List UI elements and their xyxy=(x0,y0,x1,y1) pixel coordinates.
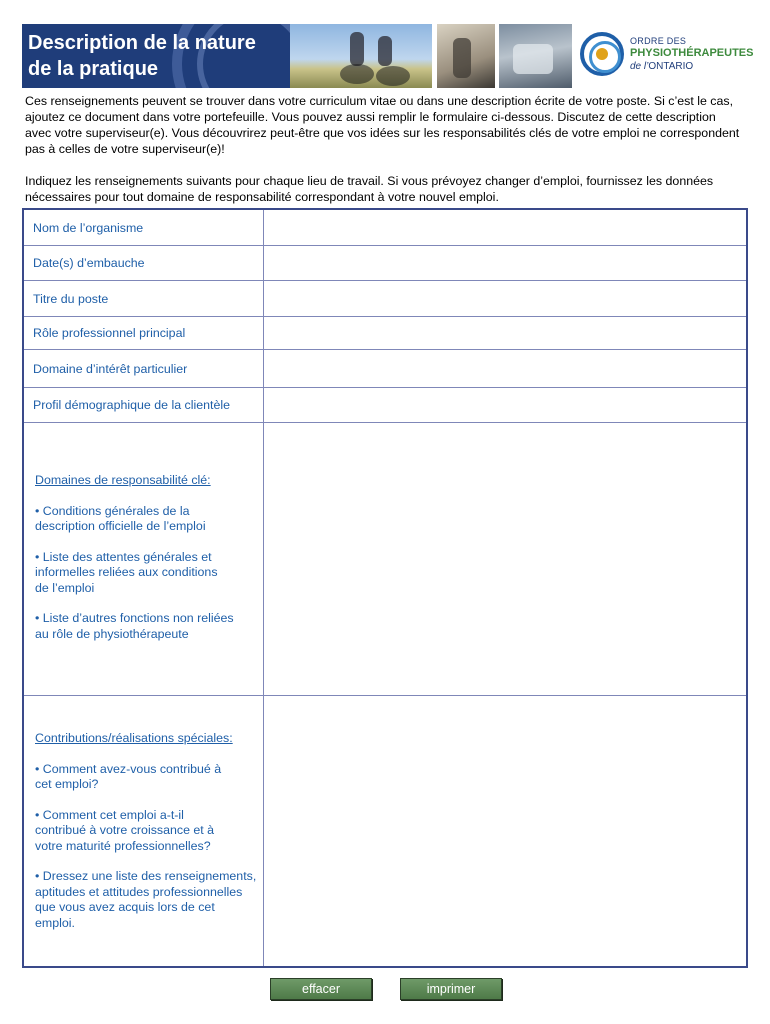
responsibilities-heading: Domaines de responsabilité clé: xyxy=(35,473,211,487)
responsibilities-field[interactable] xyxy=(265,423,746,695)
form-row-interest-area xyxy=(24,350,746,388)
clear-button[interactable]: effacer xyxy=(270,978,372,1000)
print-button[interactable]: imprimer xyxy=(400,978,502,1000)
form-row-responsibilities xyxy=(24,423,746,696)
organization-logo xyxy=(578,30,758,82)
form-row-contributions xyxy=(24,696,746,966)
client-profile-field[interactable] xyxy=(265,388,746,422)
logo-text-line2: PHYSIOTHÉRAPEUTES xyxy=(630,47,754,59)
logo-text-line3 xyxy=(630,61,693,72)
contributions-heading: Contributions/réalisations spéciales: xyxy=(35,731,233,745)
responsibilities-bullet: • Conditions générales de la description officielle de l’emploi xyxy=(35,503,206,533)
logo-text-prefix: de l’ xyxy=(630,61,649,72)
organization-field[interactable] xyxy=(265,210,746,245)
page-header xyxy=(0,0,770,92)
page-title-line1: Description de la nature xyxy=(28,32,256,54)
main-role-field[interactable] xyxy=(265,317,746,349)
main-role-label: Rôle professionnel principal xyxy=(24,317,264,349)
job-title-field[interactable] xyxy=(265,281,746,316)
hire-dates-field[interactable] xyxy=(265,246,746,280)
intro-paragraph-2: Indiquez les renseignements suivants pour chaque lieu de travail. Si vous prévoyez changer d’emploi, fournissez les données nécessaires pour tout domaine de responsabilité correspondant à votre nouvel emploi. xyxy=(25,174,714,204)
contributions-bullet: • Comment cet emploi a-t-il contribué à votre croissance et à votre maturité professionnelles? xyxy=(35,807,215,853)
practice-description-form xyxy=(22,208,748,968)
logo-text-line1: ORDRE DES xyxy=(630,36,687,46)
contributions-bullet: • Dressez une liste des renseignements, aptitudes et attitudes professionnelles que vous avez acquis lors de cet emploi. xyxy=(35,869,257,930)
photo-patient xyxy=(437,24,495,88)
responsibilities-bullet: • Liste d’autres fonctions non reliées au rôle de physiothérapeute xyxy=(35,611,234,641)
logo-text-ontario: ONTARIO xyxy=(648,61,694,72)
form-row-organization xyxy=(24,210,746,246)
responsibilities-bullet: • Liste des attentes générales et informelles reliées aux conditions de l’emploi xyxy=(35,549,218,595)
page-title xyxy=(28,30,288,82)
contributions-field[interactable] xyxy=(265,696,746,966)
intro-text xyxy=(25,93,745,205)
form-row-main-role xyxy=(24,317,746,350)
intro-paragraph-1: Ces renseignements peuvent se trouver dans votre curriculum vitae ou dans une description écrite de votre poste. Si c’est le cas, ajoutez ce document dans votre portefeuille. Vous pouvez aussi remplir le formulaire ci-dessous. Discutez de cette description avec votre superviseur(e). Vous découvrirez peut-être que vos idées sur les responsabilités clés de votre emploi ne correspondent pas à celles de votre superviseur(e)! xyxy=(25,94,740,156)
photo-cyclists xyxy=(290,24,432,88)
contributions-bullet: • Comment avez-vous contribué à cet emploi? xyxy=(35,761,222,791)
form-row-hire-dates xyxy=(24,246,746,281)
client-profile-label: Profil démographique de la clientèle xyxy=(24,388,264,422)
organization-label: Nom de l’organisme xyxy=(24,210,264,245)
contributions-label xyxy=(24,696,264,966)
title-banner xyxy=(22,24,290,88)
form-row-client-profile xyxy=(24,388,746,423)
job-title-label: Titre du poste xyxy=(24,281,264,316)
hire-dates-label: Date(s) d’embauche xyxy=(24,246,264,280)
interest-area-field[interactable] xyxy=(265,350,746,387)
logo-emblem-icon xyxy=(580,32,624,76)
interest-area-label: Domaine d’intérêt particulier xyxy=(24,350,264,387)
form-row-job-title xyxy=(24,281,746,317)
responsibilities-label xyxy=(24,423,264,695)
page-title-line2: de la pratique xyxy=(28,58,159,80)
photo-exercise xyxy=(499,24,572,88)
